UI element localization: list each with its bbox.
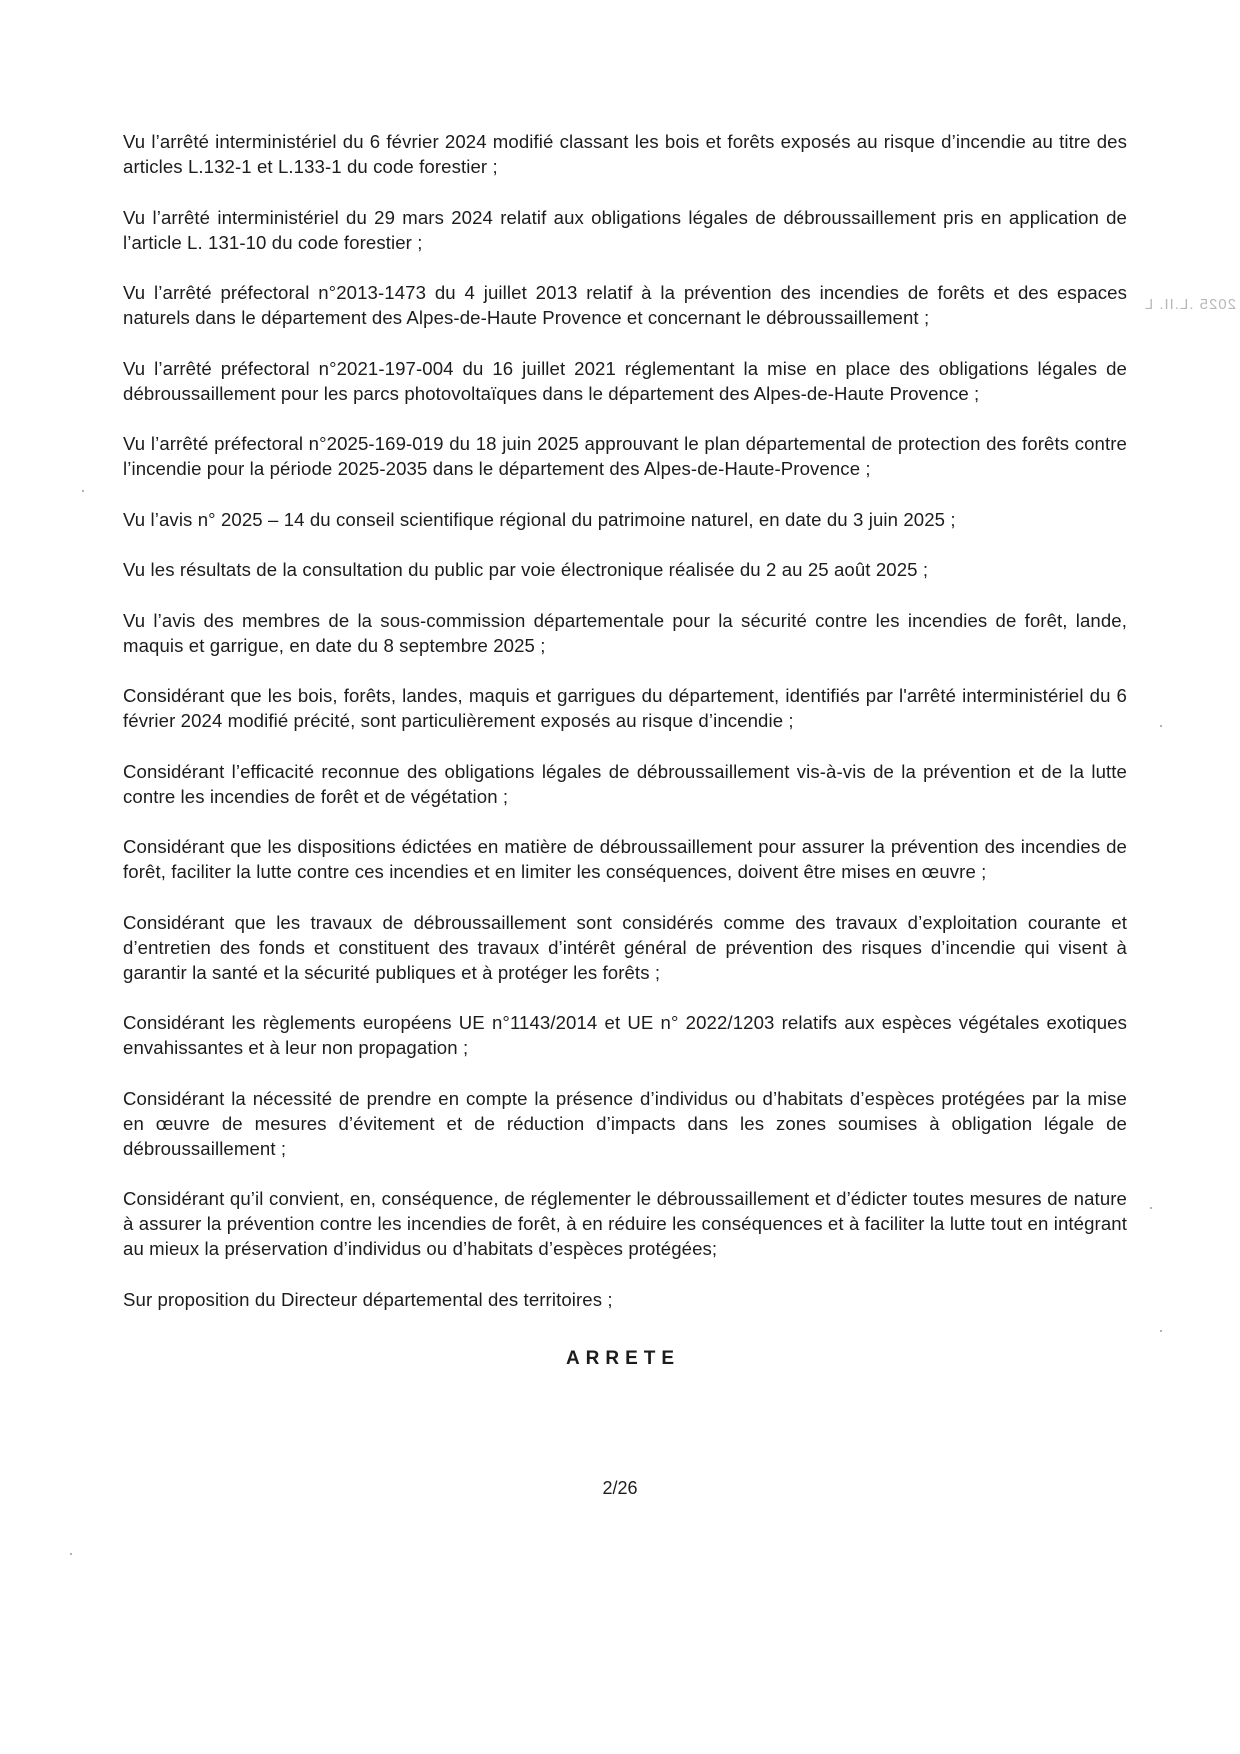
- page-number: 2/26: [602, 1477, 638, 1498]
- paragraph-considerant-reglements-ue: Considérant les règlements européens UE n°1143/2014 et UE n° 2022/1203 relatifs aux espèces végétales exotiques envahissantes et à leur non propagation ;: [123, 1012, 1127, 1058]
- paragraph-considerant-reglementer: Considérant qu’il convient, en, conséquence, de réglementer le débroussaillement et d’édicter toutes mesures de nature à assurer la prévention contre les incendies de forêt, à en réduire les conséquences et à faciliter la lutte tout en intégrant au mieux la préservation d’individus ou d’habitats d’espèces protégées;: [123, 1188, 1127, 1259]
- document-body: [123, 129, 1127, 1312]
- paragraph-vu-arrete-prefectoral-2021-197-004: Vu l’arrêté préfectoral n°2021-197-004 du 16 juillet 2021 réglementant la mise en place des obligations légales de débroussaillement pour les parcs photovoltaïques dans le département des Alpes-de-Haute Provence ;: [123, 357, 1127, 404]
- paragraph-vu-arrete-prefectoral-2025-169-019: Vu l’arrêté préfectoral n°2025-169-019 du 18 juin 2025 approuvant le plan départemental de protection des forêts contre l’incendie pour la période 2025-2035 dans le département des Alpes-de-Haute-Provence ;: [123, 433, 1127, 479]
- paragraph-vu-consultation-public: Vu les résultats de la consultation du public par voie électronique réalisée du 2 au 25 août 2025 ;: [123, 559, 929, 580]
- paragraph-sur-proposition: Sur proposition du Directeur départemental des territoires ;: [123, 1288, 613, 1310]
- paragraph-considerant-exposition-risque: Considérant que les bois, forêts, landes, maquis et garrigues du département, identifiés par l'arrêté interministériel du 6 février 2024 modifié précité, sont particulièrement exposés au risque d’incendie ;: [123, 685, 1127, 731]
- paragraph-considerant-travaux: Considérant que les travaux de débroussaillement sont considérés comme des travaux d’exploitation courante et d’entretien des fonds et constituent des travaux d’intérêt général de prévention des risques d’incendie qui visent à garantir la santé et la sécurité publiques et à protéger les forêts ;: [123, 911, 1127, 983]
- scan-speck: [1160, 1330, 1162, 1332]
- decision-heading: ARRETE: [565, 1347, 681, 1369]
- scan-speck: [70, 1553, 72, 1555]
- paragraph-considerant-especes-protegees: Considérant la nécessité de prendre en compte la présence d’individus ou d’habitats d’espèces protégées par la mise en œuvre de mesures d’évitement et de réduction d’impacts dans les zones soumises à obligation légale de débroussaillement ;: [123, 1087, 1127, 1159]
- paragraph-vu-arrete-interministeriel-2024-03-29: Vu l’arrêté interministériel du 29 mars 2024 relatif aux obligations légales de débroussaillement pris en application de l’article L. 131-10 du code forestier ;: [123, 206, 1127, 253]
- paragraph-vu-arrete-prefectoral-2013-1473: Vu l’arrêté préfectoral n°2013-1473 du 4 juillet 2013 relatif à la prévention des incendies de forêts et des espaces naturels dans le département des Alpes-de-Haute Provence et concernant le débroussaillement ;: [123, 282, 1127, 328]
- scan-speck: [1160, 725, 1162, 727]
- paragraph-vu-avis-csrpn: Vu l’avis n° 2025 – 14 du conseil scientifique régional du patrimoine naturel, en date du 3 juin 2025 ;: [123, 508, 956, 530]
- scan-speck: [1150, 1207, 1152, 1209]
- paragraph-considerant-efficacite: Considérant l’efficacité reconnue des obligations légales de débroussaillement vis-à-vis de la prévention et de la lutte contre les incendies de forêt et de végétation ;: [123, 760, 1127, 807]
- paragraph-vu-avis-sous-commission: Vu l’avis des membres de la sous-commission départementale pour la sécurité contre les incendies de forêt, lande, maquis et garrigue, en date du 8 septembre 2025 ;: [123, 609, 1127, 656]
- scan-speck: [82, 490, 84, 492]
- bleed-through-stamp: 2025 .L.II. L: [1143, 296, 1236, 313]
- paragraph-vu-arrete-interministeriel-2024-02-06: Vu l’arrêté interministériel du 6 février 2024 modifié classant les bois et forêts exposés au risque d’incendie au titre des articles L.132-1 et L.133-1 du code forestier ;: [123, 131, 1127, 177]
- paragraph-considerant-dispositions: Considérant que les dispositions édictées en matière de débroussaillement pour assurer la prévention des incendies de forêt, faciliter la lutte contre ces incendies et en limiter les conséquences, doivent être mises en œuvre ;: [123, 836, 1127, 882]
